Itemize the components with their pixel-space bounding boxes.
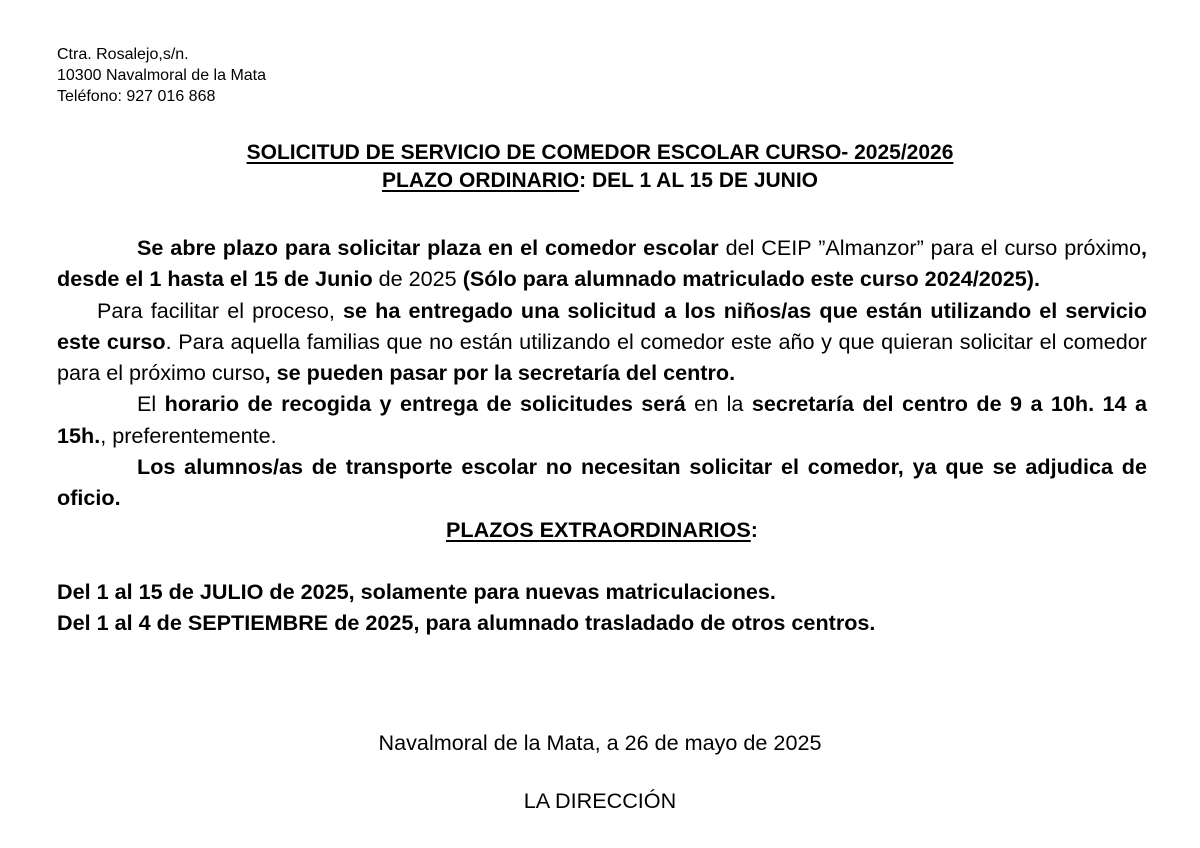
document-title xyxy=(0,139,1200,195)
paragraph-transport xyxy=(57,451,1147,514)
title-ordinary-period: PLAZO ORDINARIO xyxy=(381,169,580,192)
paragraph-process xyxy=(57,295,1147,389)
extraordinary-title-colon: : xyxy=(750,516,758,542)
p3-text-1: El xyxy=(137,391,165,417)
document-body xyxy=(57,232,1147,639)
p1-text-1: del CEIP ”Almanzor” para el curso próximo xyxy=(718,235,1141,260)
p3-text-2: en la xyxy=(685,391,752,417)
extraordinary-september: Del 1 al 4 de SEPTIEMBRE de 2025, para alumnado trasladado de otros centros. xyxy=(57,610,876,636)
place-and-date: Navalmoral de la Mata, a 26 de mayo de 2025 xyxy=(378,730,822,755)
p1-text-2: de 2025 xyxy=(372,266,463,292)
p2-bold-1: se ha entregado una solicitud a los niños/as que están utilizando el servicio este curso xyxy=(57,297,1147,354)
p3-bold-1: horario de recogida y entrega de solicitudes será xyxy=(164,391,686,417)
p2-text-1: Para facilitar el proceso, xyxy=(97,297,344,323)
p1-bold-1: Se abre plazo para solicitar plaza en el comedor escolar xyxy=(137,235,719,260)
title-line-1: SOLICITUD DE SERVICIO DE COMEDOR ESCOLAR CURSO- 2025/2026 xyxy=(246,141,954,164)
address-street: Ctra. Rosalejo,s/n. xyxy=(57,46,189,63)
title-ordinary-dates: : DEL 1 AL 15 DE JUNIO xyxy=(579,169,819,192)
paragraph-opening xyxy=(57,232,1147,295)
p1-bold-3: (Sólo para alumnado matriculado este curso 2024/2025). xyxy=(462,266,1040,292)
address-city: 10300 Navalmoral de la Mata xyxy=(57,67,267,84)
extraordinary-july: Del 1 al 15 de JULIO de 2025, solamente para nuevas matriculaciones. xyxy=(57,578,776,604)
address-phone: Teléfono: 927 016 868 xyxy=(57,88,216,105)
p3-bold-2: secretaría del centro de 9 a 10h. 14 a 15h. xyxy=(57,391,1147,448)
p4-bold-1: Los alumnos/as de transporte escolar no necesitan solicitar el comedor, ya que se adjudica de oficio. xyxy=(57,454,1147,511)
extraordinary-title-text: PLAZOS EXTRAORDINARIOS xyxy=(446,516,751,542)
school-address xyxy=(57,44,266,107)
p1-bold-2: , desde el 1 hasta el 15 de Junio xyxy=(57,235,1147,292)
extraordinary-title xyxy=(57,514,1147,545)
p2-text-2: . Para aquella familias que no están utilizando el comedor este año y que quieran solicitar el comedor para el próximo curso xyxy=(57,328,1147,386)
p3-text-3: , preferentemente. xyxy=(100,422,277,448)
p2-bold-2: , se pueden pasar por la secretaría del centro. xyxy=(264,360,736,386)
signature: LA DIRECCIÓN xyxy=(523,788,677,813)
paragraph-schedule xyxy=(57,388,1147,451)
